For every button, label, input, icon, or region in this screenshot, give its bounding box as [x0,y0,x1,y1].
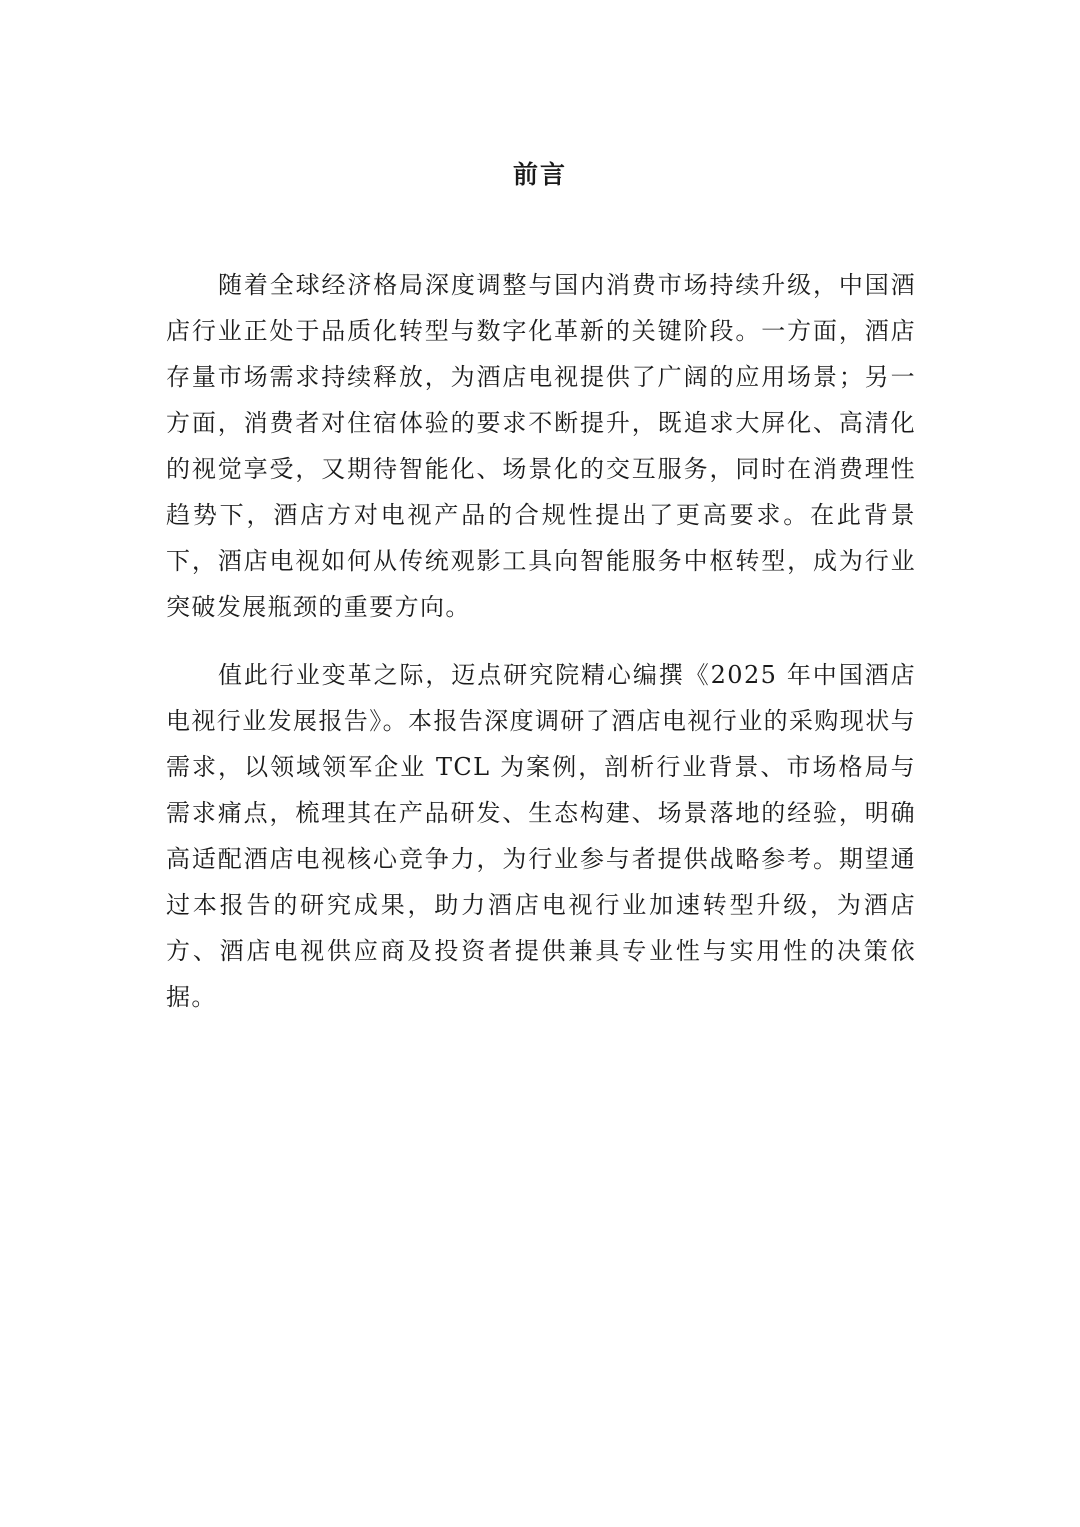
page-title: 前言 [512,159,567,189]
paragraph-1: 随着全球经济格局深度调整与国内消费市场持续升级，中国酒店行业正处于品质化转型与数字化革新的关键阶段。一方面，酒店存量市场需求持续释放，为酒店电视提供了广阔的应用场景；另一方面，消费者对住宿体验的要求不断提升，既追求大屏化、高清化的视觉享受，又期待智能化、场景化的交互服务，同时在消费理性趋势下，酒店方对电视产品的合规性提出了更高要求。在此背景下，酒店电视如何从传统观影工具向智能服务中枢转型，成为行业突破发展瓶颈的重要方向。 [166,271,916,621]
paragraph-2: 值此行业变革之际，迈点研究院精心编撰《2025 年中国酒店电视行业发展报告》。本报告深度调研了酒店电视行业的采购现状与需求，以领域领军企业 TCL 为案例，剖析行业背景、市场格局与需求痛点，梳理其在产品研发、生态构建、场景落地的经验，明确高适配酒店电视核心竞争力，为行业参与者提供战略参考。期望通过本报告的研究成果，助力酒店电视行业加速转型升级，为酒店方、酒店电视供应商及投资者提供兼具专业性与实用性的决策依据。 [166,661,916,1011]
body-text [166,262,916,1042]
